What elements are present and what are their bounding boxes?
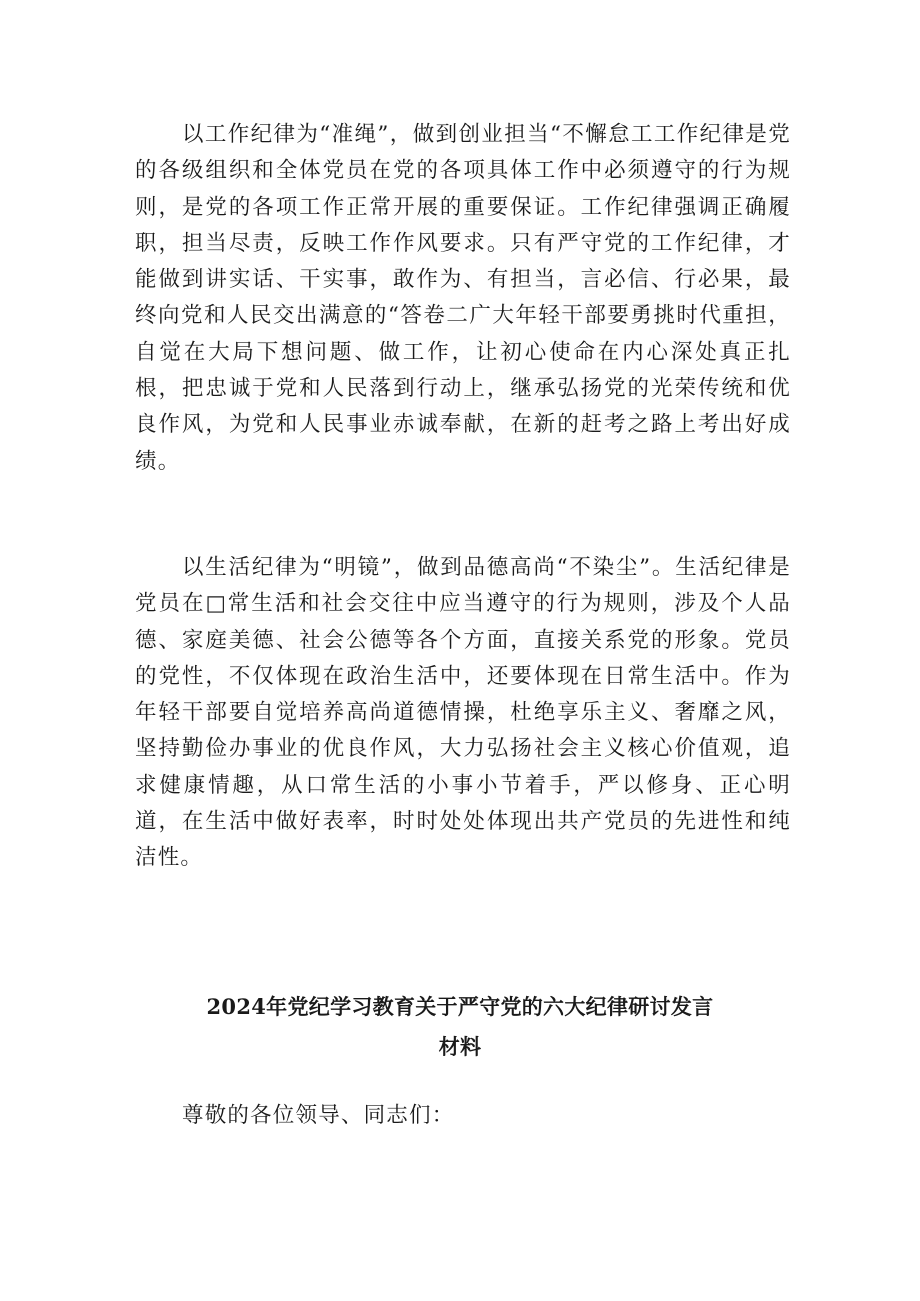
paragraph-work-discipline: 以工作纪律为“准绳”，做到创业担当“不懈怠工工作纪律是党的各级组织和全体党员在党的各项具体工作中必须遵守的行为规则，是党的各项工作正常开展的重要保证。工作纪律强调正确履职，担当尽责，反映工作作风要求。只有严守党的工作纪律，才能做到讲实话、干实事，敢作为、有担当，言必信、行必果，最终向党和人民交出满意的“答卷二广大年轻干部要勇挑时代重担，自觉在大局下想问题、做工作，让初心使命在内心深处真正扎根，把忠诚于党和人民落到行动上，继承弘扬党的光荣传统和优良作风，为党和人民事业赤诚奉献，在新的赶考之路上考出好成绩。 xyxy=(135,122,791,474)
salutation: 尊敬的各位领导、同志们： xyxy=(182,1103,455,1128)
document-title-line-2: 材料 xyxy=(438,1034,482,1059)
document-title-line-1: 2024年党纪学习教育关于严守党的六大纪律研讨发言 xyxy=(206,994,714,1019)
document-title xyxy=(150,987,770,1067)
paragraph-life-discipline: 以生活纪律为“明镜”，做到品德高尚“不染尘”。生活纪律是党员在□常生活和社会交往中应当遵守的行为规则，涉及个人品德、家庭美德、社会公德等各个方面，直接关系党的形象。党员的党性，不仅体现在政治生活中，还要体现在日常生活中。作为年轻干部要自觉培养高尚道德情操，杜绝享乐主义、奢靡之风，坚持勤俭办事业的优良作风，大力弘扬社会主义核心价值观，追求健康情趣，从口常生活的小事小节着手，严以修身、正心明道，在生活中做好表率，时时处处体现出共产党员的先进性和纯洁性。 xyxy=(135,555,791,871)
